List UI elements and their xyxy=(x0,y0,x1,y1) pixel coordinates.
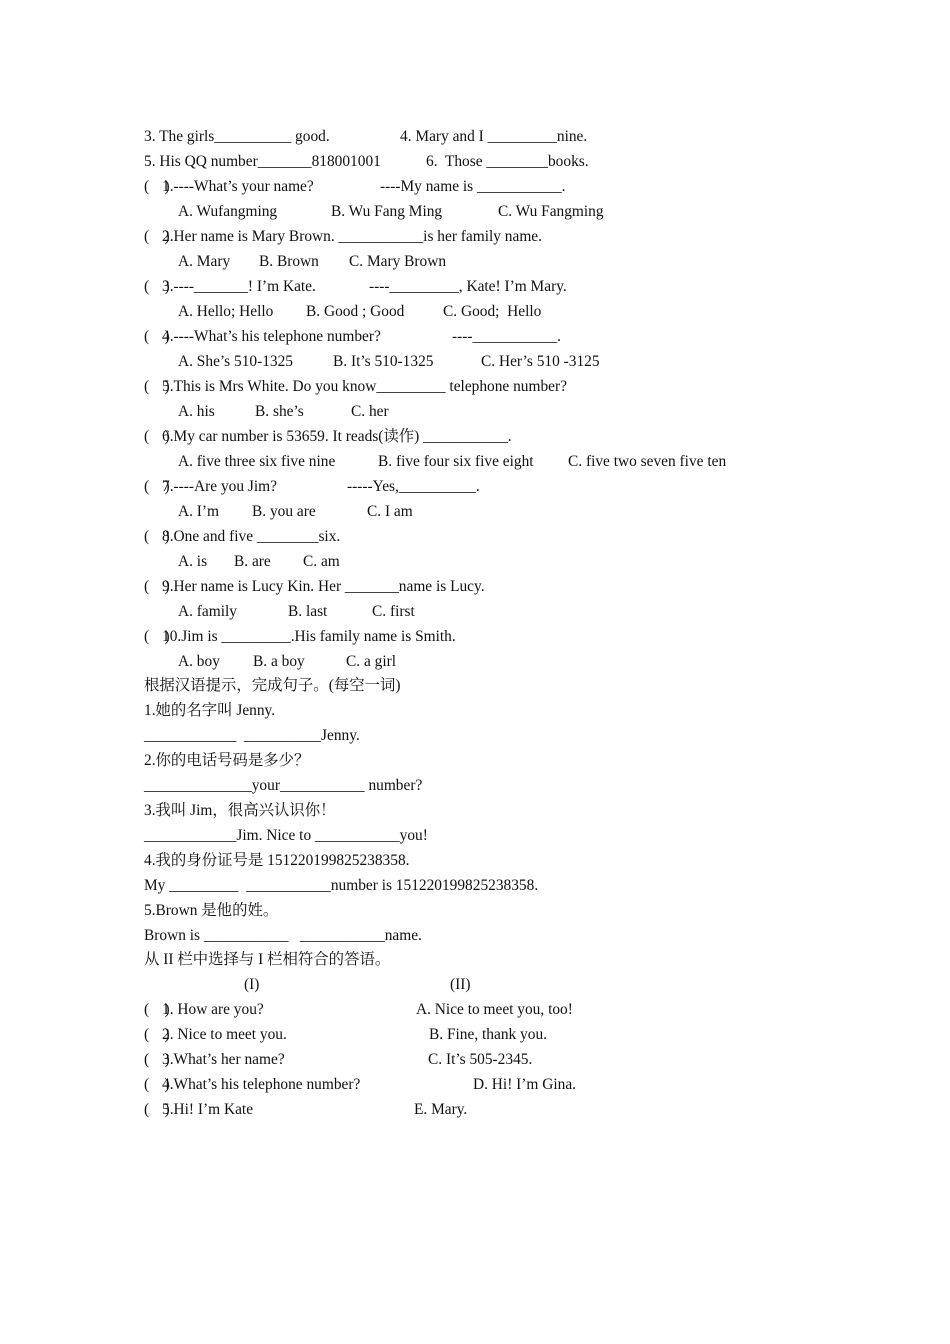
options-8 xyxy=(0,549,950,574)
answer-blank: Brown is ___________ ___________name. xyxy=(144,927,422,944)
matching-right: D. Hi! I’m Gina. xyxy=(473,1076,577,1093)
question-1 xyxy=(0,174,950,199)
column-ii-header: (II) xyxy=(450,976,471,993)
answer-bracket: ( ) xyxy=(144,378,170,395)
answer-bracket: ( ) xyxy=(144,1076,170,1093)
translation-prompt xyxy=(0,798,950,823)
option-a: A. Hello; Hello xyxy=(178,303,274,320)
option-c: C. her xyxy=(351,403,389,420)
options-10 xyxy=(0,649,950,674)
answer-bracket: ( ) xyxy=(144,1001,170,1018)
option-a: A. his xyxy=(178,403,215,420)
translation-answer xyxy=(0,773,950,798)
option-a: A. She’s 510-1325 xyxy=(178,353,294,370)
options-6 xyxy=(0,449,950,474)
matching-row xyxy=(0,1022,950,1047)
answer-bracket: ( ) xyxy=(144,178,170,195)
option-c: C. Good; Hello xyxy=(443,303,542,320)
answer-bracket: ( ) xyxy=(144,428,170,445)
options-9 xyxy=(0,599,950,624)
fill-blank-row xyxy=(0,149,950,174)
fill-blank-item-6: 6. Those ________books. xyxy=(426,153,589,170)
options-7 xyxy=(0,499,950,524)
matching-heading: 从 II 栏中选择与 I 栏相符合的答语。 xyxy=(144,951,391,968)
translation-answer xyxy=(0,823,950,848)
question-text: 8.One and five ________six. xyxy=(162,528,341,545)
answer-blank: ______________your___________ number? xyxy=(144,777,423,794)
question-text: 2.Her name is Mary Brown. ___________is her family name. xyxy=(162,228,542,245)
option-c: C. a girl xyxy=(346,653,397,670)
question-6 xyxy=(0,424,950,449)
option-c: C. five two seven five ten xyxy=(568,453,727,470)
option-b: B. last xyxy=(288,603,328,620)
question-8 xyxy=(0,524,950,549)
answer-bracket: ( ) xyxy=(144,328,170,345)
option-b: B. Good ; Good xyxy=(306,303,405,320)
translation-answer xyxy=(0,923,950,948)
prompt-text: 5.Brown 是他的姓。 xyxy=(144,902,279,919)
matching-left: 5.Hi! I’m Kate xyxy=(162,1101,254,1118)
option-c: C. Her’s 510 -3125 xyxy=(481,353,600,370)
fill-blank-item-4: 4. Mary and I _________nine. xyxy=(400,128,588,145)
prompt-text: 1.她的名字叫 Jenny. xyxy=(144,702,276,719)
question-text: 1.----What’s your name? xyxy=(162,178,314,195)
option-c: C. Wu Fangming xyxy=(498,203,604,220)
answer-blank: ____________ __________Jenny. xyxy=(144,727,360,744)
matching-right: A. Nice to meet you, too! xyxy=(416,1001,573,1018)
options-5 xyxy=(0,399,950,424)
question-4 xyxy=(0,324,950,349)
matching-left: 1. How are you? xyxy=(162,1001,264,1018)
translation-heading: 根据汉语提示，完成句子。(每空一词) xyxy=(144,677,401,694)
option-c: C. Mary Brown xyxy=(349,253,447,270)
prompt-text: 4.我的身份证号是 151220199825238358. xyxy=(144,852,410,869)
options-2 xyxy=(0,249,950,274)
option-c: C. am xyxy=(303,553,340,570)
question-2 xyxy=(0,224,950,249)
translation-answer xyxy=(0,873,950,898)
answer-bracket: ( ) xyxy=(144,228,170,245)
option-b: B. It’s 510-1325 xyxy=(333,353,434,370)
answer-bracket: ( ) xyxy=(144,628,170,645)
answer-bracket: ( ) xyxy=(144,478,170,495)
option-a: A. is xyxy=(178,553,208,570)
question-response: ----My name is ___________. xyxy=(380,178,566,195)
option-b: B. are xyxy=(234,553,271,570)
translation-prompt xyxy=(0,898,950,923)
matching-column-headers xyxy=(0,972,950,997)
answer-bracket: ( ) xyxy=(144,1101,170,1118)
matching-row xyxy=(0,1072,950,1097)
question-response: ----___________. xyxy=(452,328,561,345)
matching-row xyxy=(0,997,950,1022)
options-1 xyxy=(0,199,950,224)
question-text: 4.----What’s his telephone number? xyxy=(162,328,381,345)
section-heading xyxy=(0,947,950,972)
option-b: B. a boy xyxy=(253,653,305,670)
question-10 xyxy=(0,624,950,649)
question-9 xyxy=(0,574,950,599)
translation-prompt xyxy=(0,848,950,873)
option-b: B. Brown xyxy=(259,253,319,270)
fill-blank-item-3: 3. The girls__________ good. xyxy=(144,128,330,145)
matching-row xyxy=(0,1097,950,1122)
matching-left: 4.What’s his telephone number? xyxy=(162,1076,361,1093)
matching-left: 3.What’s her name? xyxy=(162,1051,285,1068)
matching-right: E. Mary. xyxy=(414,1101,468,1118)
question-text: 6.My car number is 53659. It reads(读作) ___________. xyxy=(162,428,512,445)
option-a: A. family xyxy=(178,603,237,620)
translation-prompt xyxy=(0,698,950,723)
question-text: 5.This is Mrs White. Do you know_________ telephone number? xyxy=(162,378,567,395)
question-response: -----Yes,__________. xyxy=(347,478,480,495)
question-text: 10.Jim is _________.His family name is Smith. xyxy=(162,628,456,645)
option-b: B. she’s xyxy=(255,403,304,420)
answer-bracket: ( ) xyxy=(144,578,170,595)
options-4 xyxy=(0,349,950,374)
question-5 xyxy=(0,374,950,399)
fill-blank-item-5: 5. His QQ number_______818001001 xyxy=(144,153,381,170)
options-3 xyxy=(0,299,950,324)
option-b: B. five four six five eight xyxy=(378,453,534,470)
section-heading xyxy=(0,673,950,698)
question-7 xyxy=(0,474,950,499)
answer-bracket: ( ) xyxy=(144,1051,170,1068)
question-3 xyxy=(0,274,950,299)
answer-blank: My _________ ___________number is 151220199825238358. xyxy=(144,877,539,894)
translation-answer xyxy=(0,723,950,748)
translation-prompt xyxy=(0,748,950,773)
fill-blank-row xyxy=(0,124,950,149)
option-c: C. first xyxy=(372,603,415,620)
answer-bracket: ( ) xyxy=(144,278,170,295)
matching-left: 2. Nice to meet you. xyxy=(162,1026,287,1043)
answer-bracket: ( ) xyxy=(144,1026,170,1043)
option-b: B. Wu Fang Ming xyxy=(331,203,443,220)
option-a: A. boy xyxy=(178,653,220,670)
matching-right: B. Fine, thank you. xyxy=(429,1026,547,1043)
column-i-header: (I) xyxy=(244,976,260,993)
answer-bracket: ( ) xyxy=(144,528,170,545)
prompt-text: 3.我叫 Jim，很高兴认识你！ xyxy=(144,802,336,819)
option-a: A. Wufangming xyxy=(178,203,278,220)
matching-right: C. It’s 505-2345. xyxy=(428,1051,533,1068)
option-c: C. I am xyxy=(367,503,413,520)
answer-blank: ____________Jim. Nice to ___________you! xyxy=(144,827,428,844)
matching-row xyxy=(0,1047,950,1072)
question-text: 9.Her name is Lucy Kin. Her _______name is Lucy. xyxy=(162,578,485,595)
option-a: A. five three six five nine xyxy=(178,453,336,470)
prompt-text: 2.你的电话号码是多少？ xyxy=(144,752,310,769)
option-a: A. I’m xyxy=(178,503,220,520)
question-response: ----_________, Kate! I’m Mary. xyxy=(369,278,567,295)
question-text: 3.----_______! I’m Kate. xyxy=(162,278,316,295)
option-a: A. Mary xyxy=(178,253,231,270)
option-b: B. you are xyxy=(252,503,316,520)
question-text: 7.----Are you Jim? xyxy=(162,478,277,495)
